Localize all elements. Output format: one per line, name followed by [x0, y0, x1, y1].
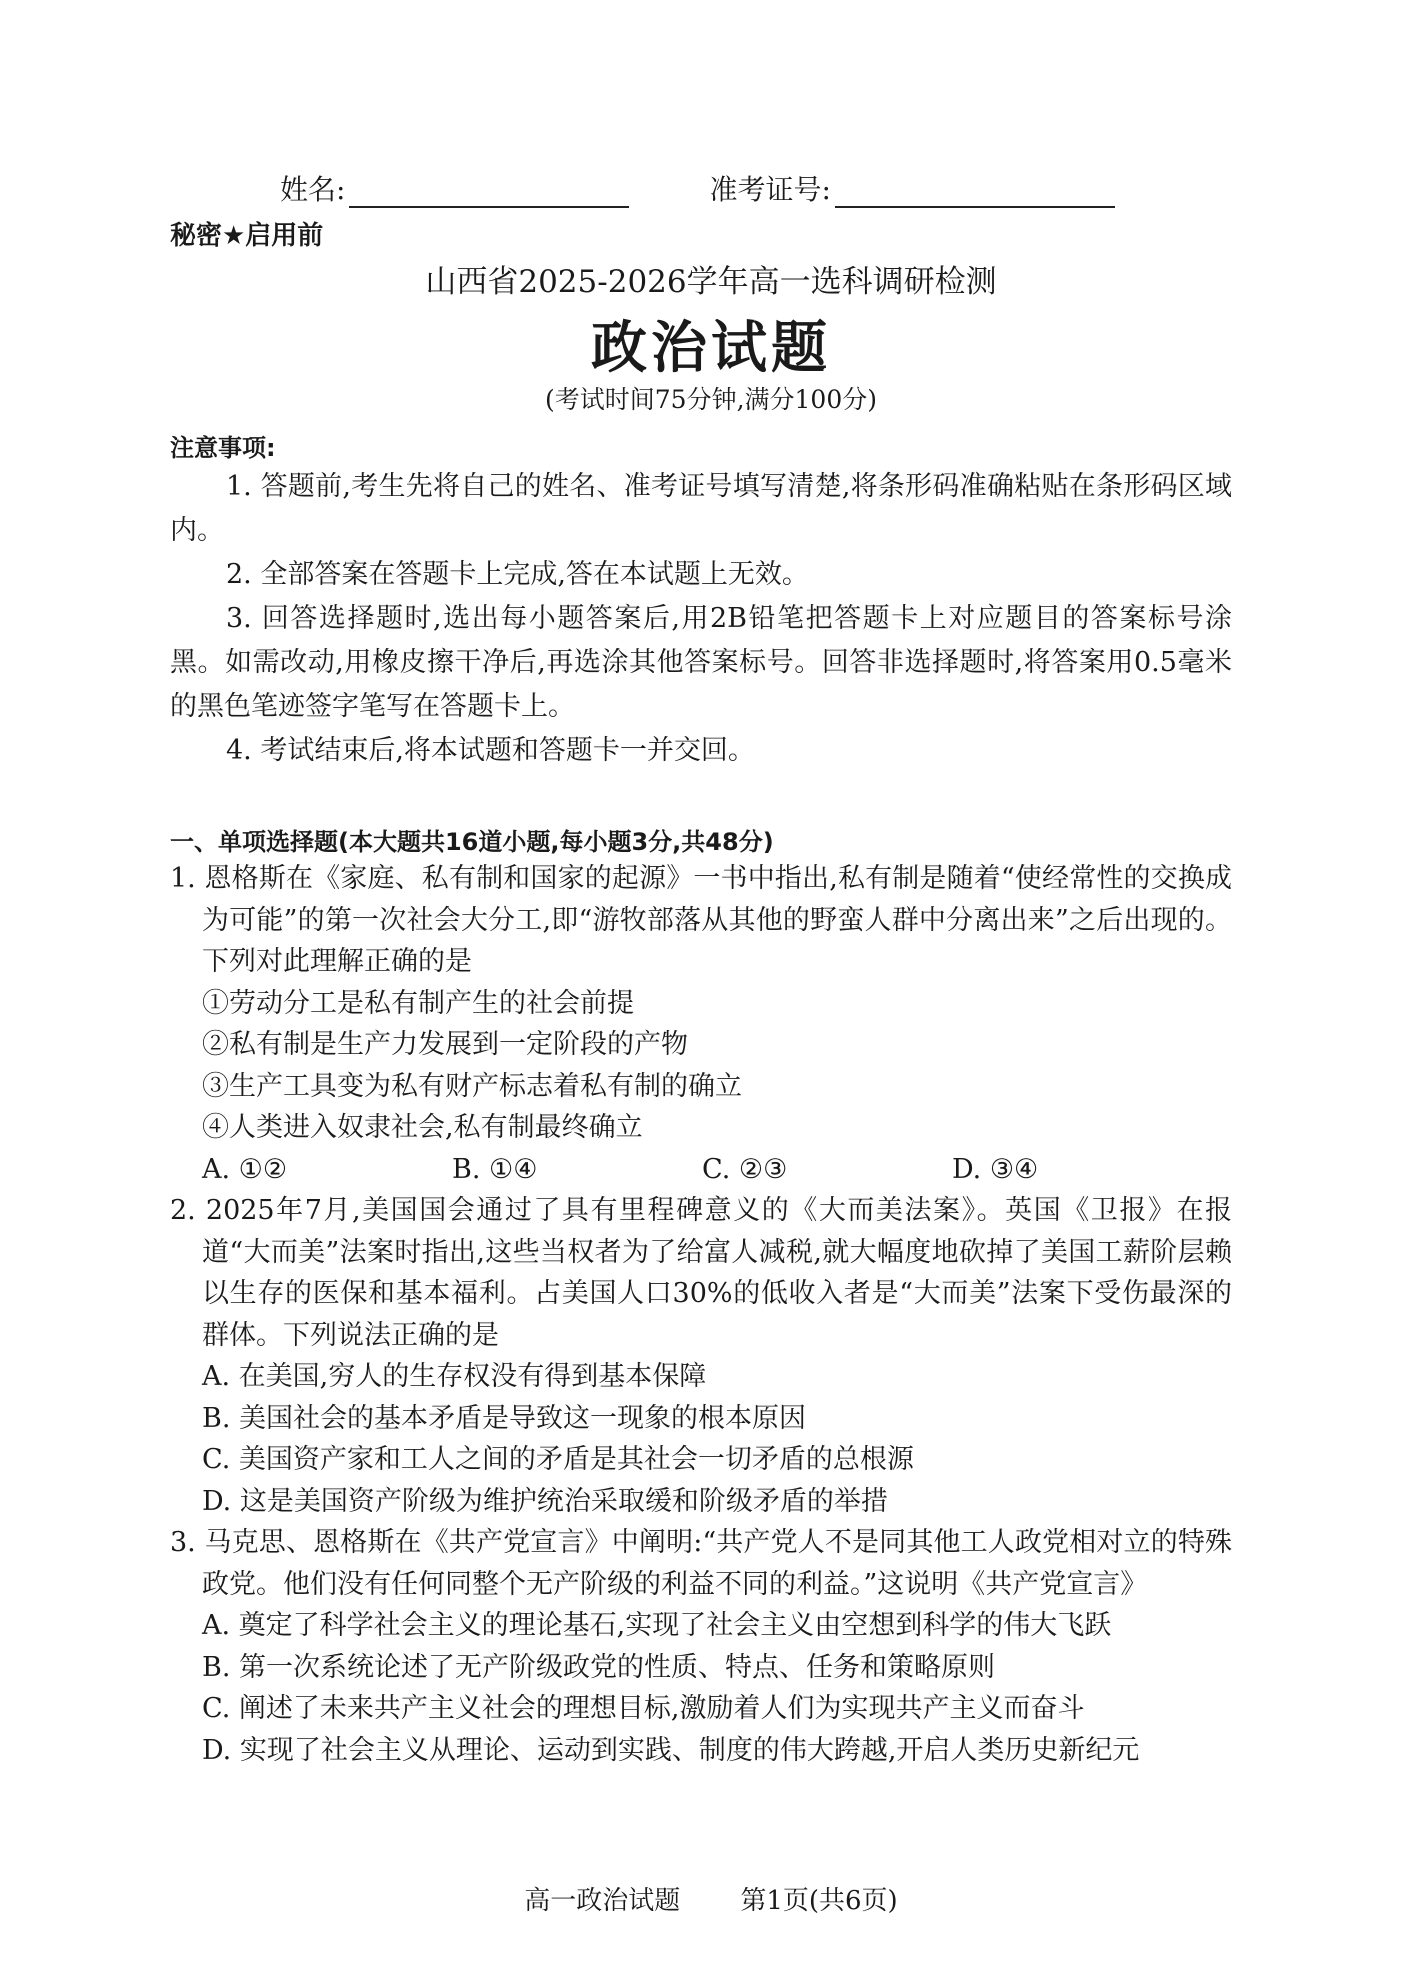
name-field [280, 168, 629, 208]
page-title: 政治试题 [591, 315, 831, 381]
option-d: D. 实现了社会主义从理论、运动到实践、制度的伟大跨越,开启人类历史新纪元 [202, 1734, 1140, 1766]
option-c: C. 阐述了未来共产主义社会的理想目标,激励着人们为实现共产主义而奋斗 [202, 1693, 1085, 1724]
statement: ②私有制是生产力发展到一定阶段的产物 [202, 1029, 688, 1060]
option-b: B. 第一次系统论述了无产阶级政党的性质、特点、任务和策略原则 [202, 1651, 996, 1683]
id-label: 准考证号: [709, 173, 831, 206]
statement: ④人类进入奴隶社会,私有制最终确立 [202, 1112, 643, 1143]
question-1 [170, 858, 1232, 1190]
notice-item: 2. 全部答案在答题卡上完成,答在本试题上无效。 [226, 559, 809, 590]
name-blank [349, 176, 629, 208]
option-d: D. 这是美国资产阶级为维护统治采取缓和阶级矛盾的举措 [202, 1485, 888, 1517]
candidate-fields [280, 168, 1140, 208]
statement-list [170, 983, 1232, 1149]
option-a: A. 奠定了科学社会主义的理论基石,实现了社会主义由空想到科学的伟大飞跃 [202, 1610, 1112, 1641]
notice-heading: 注意事项: [170, 434, 276, 462]
option-list [170, 1356, 1232, 1522]
option-a: A. ①② [202, 1153, 288, 1185]
notice-item: 3. 回答选择题时,选出每小题答案后,用2B铅笔把答题卡上对应题目的答案标号涂黑。如需改动,用橡皮擦干净后,再选涂其他答案标号。回答非选择题时,将答案用0.5毫米的黑色笔迹签字笔写在答题卡上。 [170, 603, 1232, 722]
notice-item: 4. 考试结束后,将本试题和答题卡一并交回。 [226, 735, 755, 766]
option-c: C. ②③ [702, 1153, 788, 1185]
question-2 [170, 1190, 1232, 1522]
secret-mark: 秘密★启用前 [170, 221, 324, 251]
option-d: D. ③④ [952, 1153, 1039, 1185]
statement: ①劳动分工是私有制产生的社会前提 [202, 987, 634, 1019]
name-label: 姓名: [280, 173, 346, 206]
question-3 [170, 1522, 1232, 1771]
option-b: B. ①④ [452, 1153, 538, 1185]
question-list [170, 858, 1232, 1771]
page-footer [0, 1880, 1422, 1917]
section-heading: 一、单项选择题(本大题共16道小题,每小题3分,共48分) [170, 828, 774, 856]
footer-subject: 高一政治试题 [524, 1886, 681, 1916]
statement: ③生产工具变为私有财产标志着私有制的确立 [202, 1070, 742, 1102]
question-stem: 1. 恩格斯在《家庭、私有制和国家的起源》一书中指出,私有制是随着“使经常性的交换成为可能”的第一次社会大分工,即“游牧部落从其他的野蛮人群中分离出来”之后出现的。下列对此理解正确的是 [170, 863, 1232, 977]
notice-item: 1. 答题前,考生先将自己的姓名、准考证号填写清楚,将条形码准确粘贴在条形码区域内。 [170, 471, 1232, 546]
option-a: A. 在美国,穷人的生存权没有得到基本保障 [202, 1361, 707, 1392]
id-blank [835, 176, 1115, 208]
id-field [709, 168, 1114, 208]
exam-name: 山西省2025-2026学年高一选科调研检测 [425, 264, 997, 300]
option-c: C. 美国资产家和工人之间的矛盾是其社会一切矛盾的总根源 [202, 1444, 914, 1475]
option-b: B. 美国社会的基本矛盾是导致这一现象的根本原因 [202, 1402, 807, 1434]
option-list [170, 1605, 1232, 1771]
question-stem: 3. 马克思、恩格斯在《共产党宣言》中阐明:“共产党人不是同其他工人政党相对立的特殊政党。他们没有任何同整个无产阶级的利益不同的利益。”这说明《共产党宣言》 [170, 1527, 1232, 1600]
exam-info: (考试时间75分钟,满分100分) [545, 385, 877, 414]
option-row [170, 1149, 1232, 1191]
question-stem: 2. 2025年7月,美国国会通过了具有里程碑意义的《大而美法案》。英国《卫报》在报道“大而美”法案时指出,这些当权者为了给富人减税,就大幅度地砍掉了美国工薪阶层赖以生存的医保和基本福利。占美国人口30%的低收入者是“大而美”法案下受伤最深的群体。下列说法正确的是 [170, 1195, 1232, 1351]
notice-list [170, 465, 1232, 773]
footer-page-number: 第1页(共6页) [740, 1886, 898, 1916]
